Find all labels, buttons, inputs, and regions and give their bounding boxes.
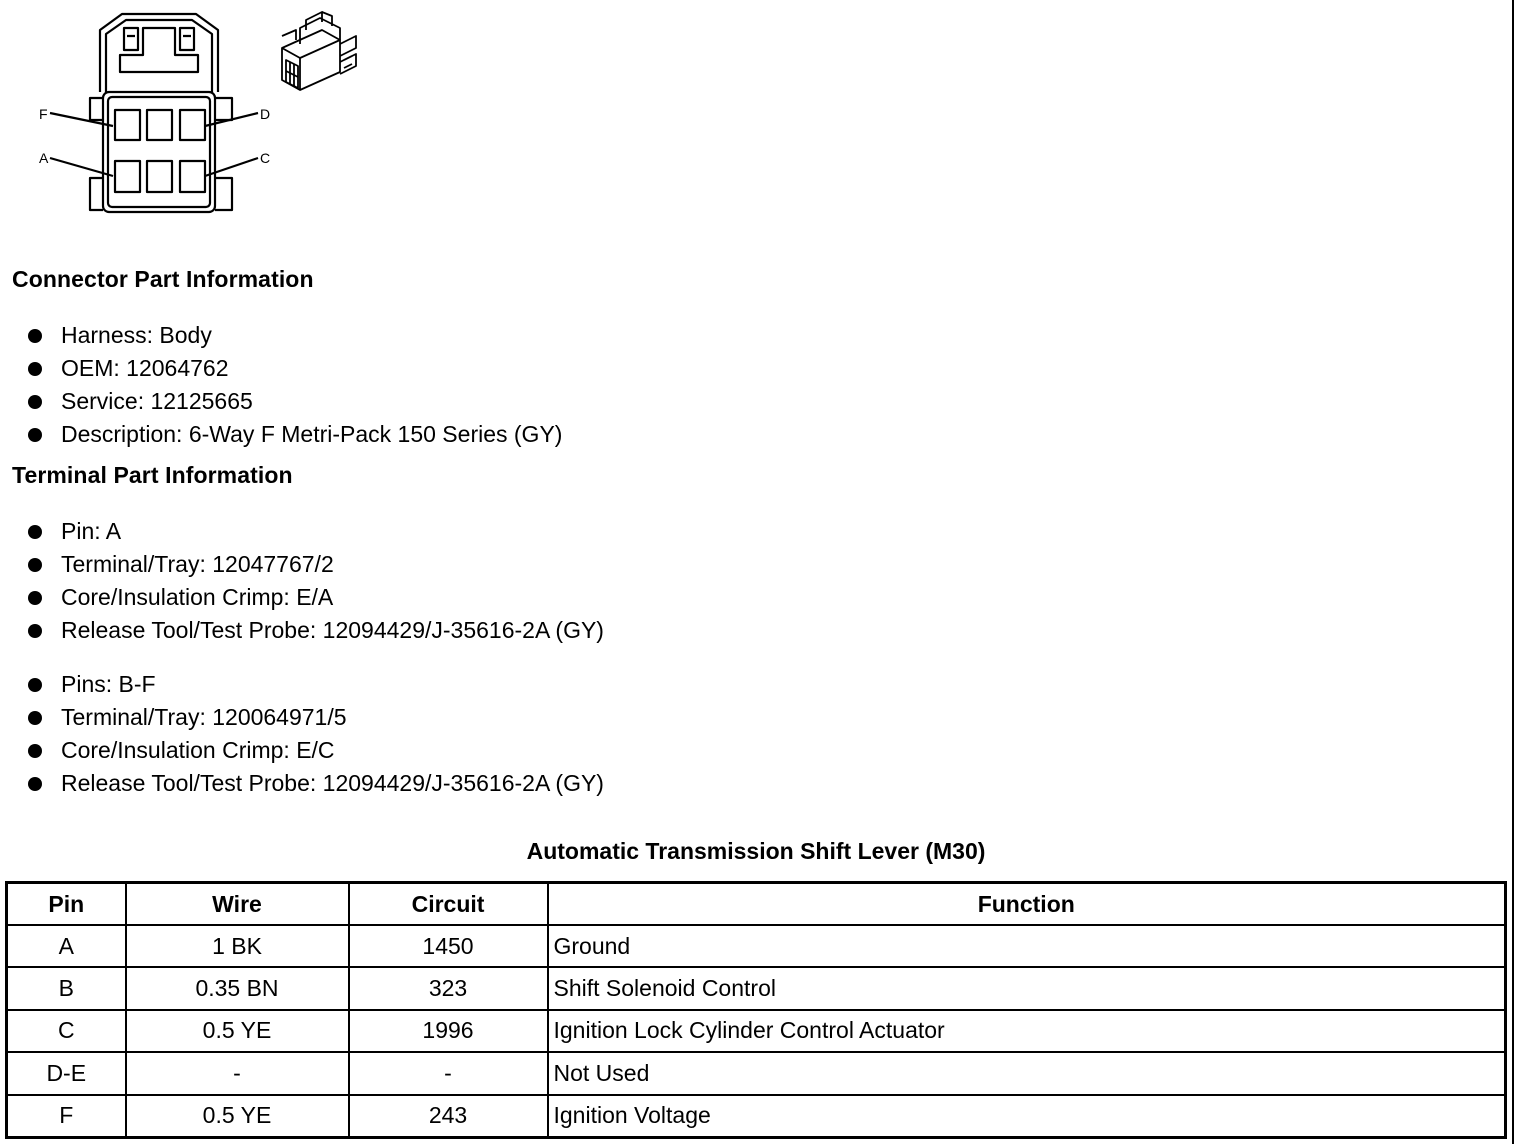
pinout-table-title: Automatic Transmission Shift Lever (M30)	[526, 838, 986, 864]
function-cell: Ignition Lock Cylinder Control Actuator	[548, 1010, 1506, 1052]
wire-cell: 1 BK	[126, 925, 349, 967]
bullet-icon	[28, 678, 42, 692]
bullet-icon	[28, 329, 42, 343]
bullet-icon	[28, 428, 42, 442]
bullet-icon	[28, 525, 42, 539]
circuit-cell: 1450	[349, 925, 548, 967]
table-row	[7, 1095, 1506, 1138]
column-header-function: Function	[548, 883, 1506, 926]
list-item: OEM: 12064762	[28, 352, 562, 385]
wire-cell: 0.35 BN	[126, 967, 349, 1009]
column-header-circuit: Circuit	[349, 883, 548, 926]
pin-cell: C	[7, 1010, 126, 1052]
list-item: Description: 6-Way F Metri-Pack 150 Series (GY)	[28, 418, 562, 451]
wire-cell: 0.5 YE	[126, 1095, 349, 1138]
list-item: Release Tool/Test Probe: 12094429/J-35616-2A (GY)	[28, 614, 604, 647]
list-item: Core/Insulation Crimp: E/A	[28, 581, 604, 614]
bullet-icon	[28, 395, 42, 409]
wire-cell: 0.5 YE	[126, 1010, 349, 1052]
circuit-cell: 243	[349, 1095, 548, 1138]
list-item: Release Tool/Test Probe: 12094429/J-35616-2A (GY)	[28, 767, 604, 800]
pin-label-d: D	[260, 106, 271, 122]
pin-label-c: C	[260, 150, 271, 166]
bullet-icon	[28, 624, 42, 638]
list-item: Core/Insulation Crimp: E/C	[28, 734, 604, 767]
list-item: Pin: A	[28, 515, 604, 548]
bullet-icon	[28, 362, 42, 376]
table-row	[7, 967, 1506, 1009]
terminal-pin-a-list	[28, 515, 604, 647]
pin-cell: D-E	[7, 1052, 126, 1094]
list-item: Service: 12125665	[28, 385, 562, 418]
table-row	[7, 1052, 1506, 1094]
pin-label-a: A	[39, 150, 49, 166]
right-border-rule	[1512, 0, 1514, 1144]
pin-cell: A	[7, 925, 126, 967]
list-item: Terminal/Tray: 120064971/5	[28, 701, 604, 734]
circuit-cell: -	[349, 1052, 548, 1094]
terminal-pins-b-f-list	[28, 668, 604, 800]
connector-isometric-view	[282, 12, 356, 90]
column-header-pin: Pin	[7, 883, 126, 926]
pinout-table	[5, 881, 1507, 1139]
table-header-row	[7, 883, 1506, 926]
wire-cell: -	[126, 1052, 349, 1094]
function-cell: Shift Solenoid Control	[548, 967, 1506, 1009]
list-item: Terminal/Tray: 12047767/2	[28, 548, 604, 581]
table-row	[7, 925, 1506, 967]
function-cell: Ground	[548, 925, 1506, 967]
column-header-wire: Wire	[126, 883, 349, 926]
pin-label-f: F	[39, 106, 48, 122]
circuit-cell: 323	[349, 967, 548, 1009]
list-item: Pins: B-F	[28, 668, 604, 701]
function-cell: Ignition Voltage	[548, 1095, 1506, 1138]
connector-diagram	[0, 0, 380, 230]
bullet-icon	[28, 591, 42, 605]
circuit-cell: 1996	[349, 1010, 548, 1052]
terminal-part-info-heading: Terminal Part Information	[12, 462, 293, 488]
table-row	[7, 1010, 1506, 1052]
bullet-icon	[28, 558, 42, 572]
connector-part-info-list	[28, 319, 562, 451]
bullet-icon	[28, 777, 42, 791]
bullet-icon	[28, 711, 42, 725]
bullet-icon	[28, 744, 42, 758]
function-cell: Not Used	[548, 1052, 1506, 1094]
connector-part-info-heading: Connector Part Information	[12, 266, 314, 292]
pin-cell: B	[7, 967, 126, 1009]
pin-cell: F	[7, 1095, 126, 1138]
list-item: Harness: Body	[28, 319, 562, 352]
